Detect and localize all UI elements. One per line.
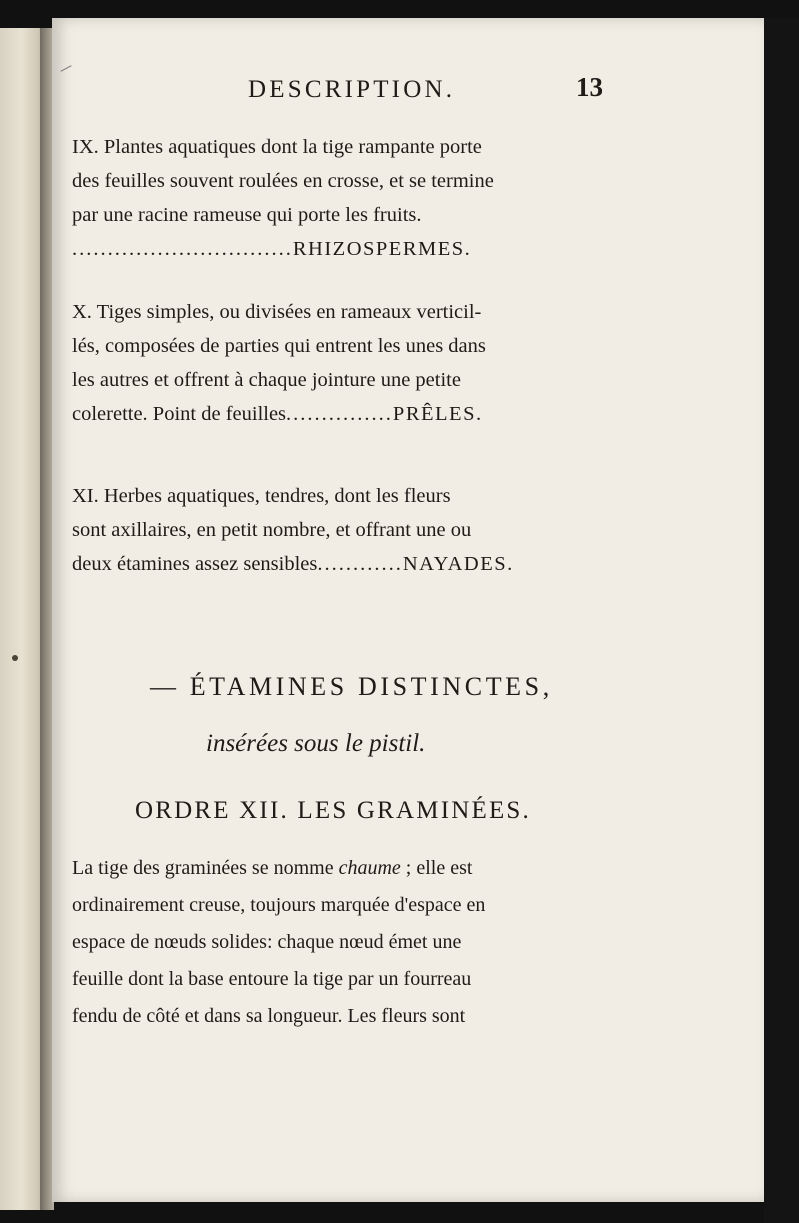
page-header-title: DESCRIPTION. [248,76,456,103]
body-line-3: espace de nœuds solides: chaque nœud émet une [72,931,462,953]
entry-x-family-name: PRÊLES. [392,403,483,425]
entry-ix-leader-line [72,232,612,266]
body-line-5: fendu de côté et dans sa longueur. Les fleurs sont [72,1005,466,1027]
body-line-1-part-1: La tige des graminées se nomme [72,857,334,879]
entry-x-line-4-text: colerette. Point de feuilles [72,403,287,425]
entry-x-line-4 [72,397,612,431]
entry-ix-family-name: RHIZOSPERMES. [292,238,472,260]
entry-ix-leader-dots: ............................... [72,238,293,260]
entry-x [72,295,612,431]
entry-xi-family-name: NAYADES. [402,553,514,575]
entry-ix-line-1: IX. Plantes aquatiques dont la tige rampante porte [72,136,482,158]
entry-xi-line-1: XI. Herbes aquatiques, tendres, dont les fleurs [72,485,451,507]
entry-x-line-2: lés, composées de parties qui entrent les unes dans [72,335,486,357]
entry-xi-line-3 [72,547,612,581]
entry-ix-line-3: par une racine rameuse qui porte les fruits. [72,204,422,226]
section-heading: — ÉTAMINES DISTINCTES, [150,672,553,701]
body-line-4: feuille dont la base entoure la tige par un fourreau [72,968,472,990]
entry-ix-line-2: des feuilles souvent roulées en crosse, et se termine [72,170,494,192]
entry-xi-leader-dots: ............ [317,553,403,575]
entry-x-line-3: les autres et offrent à chaque jointure une petite [72,369,461,391]
body-line-1-italic-word: chaume [338,857,401,879]
page-number: 13 [576,72,603,102]
body-line-1-part-3: ; elle est [405,857,473,879]
paper-spot [12,655,18,661]
order-heading: ORDRE XII. LES GRAMINÉES. [135,797,531,824]
entry-xi [72,479,612,581]
right-dark-margin [764,18,799,1223]
body-line-2: ordinairement creuse, toujours marquée d'espace en [72,894,486,916]
body-line-1 [72,850,612,887]
entry-xi-line-3-text: deux étamines assez sensibles [72,553,318,575]
order-body-text [72,850,672,1035]
entry-x-leader-dots: ............... [286,403,393,425]
entry-x-line-1: X. Tiges simples, ou divisées en rameaux verticil- [72,301,482,323]
entry-ix [72,130,612,266]
section-subheading: insérées sous le pistil. [206,730,426,757]
entry-xi-line-2: sont axillaires, en petit nombre, et offrant une ou [72,519,472,541]
